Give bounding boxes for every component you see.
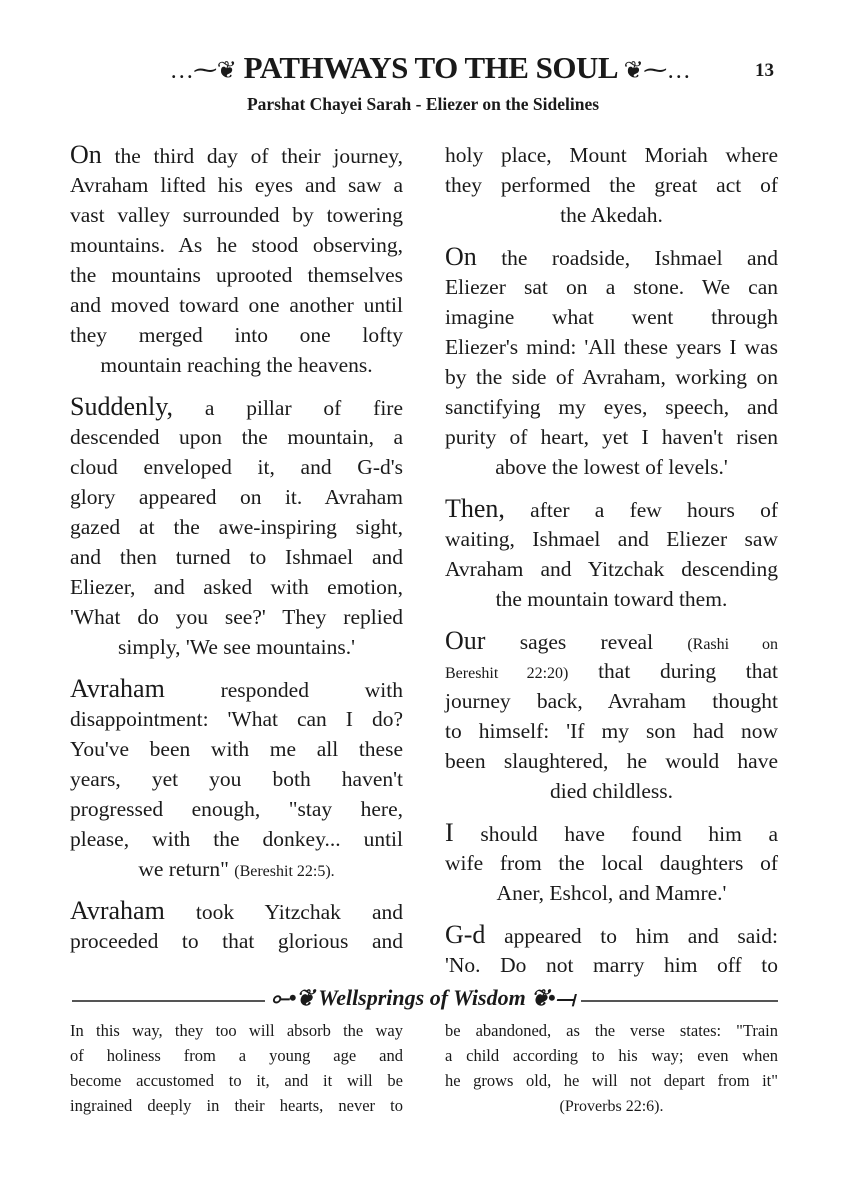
- line-content: [70, 737, 403, 761]
- line-content: [445, 425, 778, 449]
- running-title: [130, 50, 730, 86]
- line-content: [445, 626, 778, 655]
- line-content: [70, 293, 403, 317]
- paragraph: [445, 626, 778, 806]
- footer-left-column: [70, 1018, 403, 1118]
- citation: (Proverbs 22:6).: [559, 1098, 664, 1115]
- text-line: [70, 170, 403, 200]
- line-content: [445, 395, 778, 419]
- paragraph: [70, 140, 403, 380]
- text-line: [70, 572, 403, 602]
- paragraph: [70, 392, 403, 662]
- text-line: [445, 242, 778, 272]
- text-line: [445, 950, 778, 980]
- line-content: [445, 143, 778, 167]
- footer-line: [445, 1068, 778, 1093]
- line-content: [70, 575, 403, 599]
- lead-word: On: [70, 140, 102, 169]
- line-content: [70, 263, 403, 287]
- line-content: [70, 323, 403, 347]
- paragraph: [70, 674, 403, 884]
- line-text: after a few hours of: [530, 498, 778, 522]
- lead-word: Avraham: [70, 674, 165, 703]
- line-content: [445, 689, 778, 713]
- line-content: [496, 587, 728, 611]
- paragraph: [445, 242, 778, 482]
- text-line: [445, 302, 778, 332]
- line-text: the roadside, Ishmael and: [501, 246, 779, 270]
- line-text: they merged into one lofty: [70, 323, 403, 347]
- lead-word: On: [445, 242, 477, 271]
- line-content: [138, 857, 334, 881]
- text-line: [70, 320, 403, 350]
- text-line: [70, 140, 403, 170]
- line-content: [445, 557, 778, 581]
- line-content: [70, 173, 403, 197]
- line-content: [70, 605, 403, 629]
- footer-text: a child according to his way; even when: [445, 1046, 778, 1065]
- line-text: appeared to him and said:: [504, 924, 779, 948]
- line-text: waiting, Ishmael and Eliezer saw: [445, 527, 778, 551]
- text-line: [70, 422, 403, 452]
- text-line: [445, 272, 778, 302]
- line-content: [445, 659, 778, 683]
- text-line: [445, 422, 778, 452]
- line-content: [445, 494, 778, 523]
- footer-line: [445, 1043, 778, 1068]
- text-line: [445, 920, 778, 950]
- line-content: [445, 173, 778, 197]
- line-text: cloud enveloped it, and G-d's: [70, 455, 403, 479]
- line-text: they performed the great act of: [445, 173, 778, 197]
- page-number: 13: [755, 60, 774, 81]
- line-text: been slaughtered, he would have: [445, 749, 778, 773]
- paragraph: [445, 494, 778, 614]
- text-line: [70, 632, 403, 662]
- text-line: [70, 896, 403, 926]
- footer-line: [70, 1093, 403, 1118]
- text-line: [70, 392, 403, 422]
- lead-word: Our: [445, 626, 486, 655]
- footer-line: [70, 1068, 403, 1093]
- line-text: holy place, Mount Moriah where: [445, 143, 778, 167]
- line-content: [70, 767, 403, 791]
- footer-line: [445, 1018, 778, 1043]
- line-content: [70, 674, 403, 703]
- ornament-left-icon: ⟜•❦: [271, 985, 314, 1010]
- text-line: [445, 626, 778, 656]
- line-content: [70, 827, 403, 851]
- line-content: [70, 515, 403, 539]
- footer-section-header: [0, 985, 846, 1011]
- text-line: [445, 170, 778, 200]
- line-text: You've been with me all these: [70, 737, 403, 761]
- line-content: [70, 203, 403, 227]
- text-line: [445, 554, 778, 584]
- line-text: the Akedah.: [560, 203, 663, 227]
- line-text: mountain reaching the heavens.: [100, 353, 373, 377]
- line-content: [70, 392, 403, 421]
- text-line: [70, 704, 403, 734]
- text-line: [70, 452, 403, 482]
- text-line: [445, 878, 778, 908]
- text-line: [70, 926, 403, 956]
- line-content: [445, 818, 779, 847]
- book-title: PATHWAYS TO THE SOUL: [243, 50, 617, 85]
- text-line: [445, 362, 778, 392]
- line-text: Eliezer sat on a stone. We can: [445, 275, 778, 299]
- ornament-left-icon: …⁓❦: [169, 58, 237, 84]
- text-line: [445, 452, 778, 482]
- line-text: by the side of Avraham, working on: [445, 365, 778, 389]
- line-text: the mountain toward them.: [495, 587, 728, 611]
- footer-text: become accustomed to it, and it will be: [70, 1071, 403, 1090]
- text-line: [445, 494, 778, 524]
- text-line: [70, 674, 403, 704]
- right-column: [445, 140, 778, 992]
- line-content: [118, 635, 355, 659]
- text-line: [70, 854, 403, 884]
- text-line: [445, 140, 778, 170]
- line-text: 'No. Do not marry him off to: [445, 953, 778, 977]
- line-text: simply, 'We see mountains.': [118, 635, 355, 659]
- paragraph: [70, 896, 403, 956]
- text-line: [70, 542, 403, 572]
- text-line: [445, 746, 778, 776]
- left-column: [70, 140, 403, 968]
- line-content: [70, 929, 403, 953]
- line-content: [445, 527, 778, 551]
- line-text: we return": [138, 857, 229, 881]
- line-text: Aner, Eshcol, and Mamre.': [496, 881, 727, 905]
- line-text: please, with the donkey... until: [70, 827, 403, 851]
- footer-text: be abandoned, as the verse states: "Train: [445, 1021, 778, 1040]
- line-text: above the lowest of levels.': [495, 455, 728, 479]
- text-line: [70, 230, 403, 260]
- line-text: purity of heart, yet I haven't risen: [445, 425, 778, 449]
- lead-word: G-d: [445, 920, 486, 949]
- text-line: [70, 734, 403, 764]
- footer-text: of holiness from a young age and: [70, 1046, 403, 1065]
- line-text: years, yet you both haven't: [70, 767, 403, 791]
- footer-line: [445, 1093, 778, 1118]
- text-line: [445, 818, 778, 848]
- footer-section-title: Wellsprings of Wisdom: [318, 985, 526, 1010]
- text-line: [445, 392, 778, 422]
- line-content: [70, 140, 404, 169]
- line-content: [445, 953, 778, 977]
- text-line: [70, 260, 403, 290]
- line-content: [445, 851, 778, 875]
- line-content: [550, 779, 673, 803]
- text-line: [70, 290, 403, 320]
- line-text: Avraham and Yitzchak descending: [445, 557, 778, 581]
- text-line: [70, 512, 403, 542]
- line-text: Eliezer's mind: 'All these years I was: [445, 335, 778, 359]
- ornament-right-icon: ❦•⟞: [531, 985, 575, 1010]
- text-line: [70, 794, 403, 824]
- citation: (Rashi on: [687, 636, 778, 653]
- line-content: [445, 719, 778, 743]
- line-text: Eliezer, and asked with emotion,: [70, 575, 403, 599]
- text-line: [445, 524, 778, 554]
- lead-word: I: [445, 818, 454, 847]
- line-text: descended upon the mountain, a: [70, 425, 403, 449]
- line-text: responded with: [220, 678, 403, 702]
- line-text: and moved toward one another until: [70, 293, 403, 317]
- paragraph: [445, 818, 778, 908]
- text-line: [70, 602, 403, 632]
- line-content: [70, 797, 403, 821]
- footer-line: [70, 1043, 403, 1068]
- line-text: died childless.: [549, 779, 673, 803]
- line-text: 'What do you see?' They replied: [70, 605, 403, 629]
- line-content: [497, 881, 727, 905]
- paragraph: [445, 140, 778, 230]
- text-line: [445, 848, 778, 878]
- text-line: [70, 200, 403, 230]
- line-text: to himself: 'If my son had now: [445, 719, 778, 743]
- chapter-subtitle: Parshat Chayei Sarah - Eliezer on the Sidelines: [246, 94, 600, 114]
- line-content: [445, 275, 778, 299]
- line-content: [100, 353, 372, 377]
- text-line: [445, 776, 778, 806]
- line-text: a pillar of fire: [204, 396, 403, 420]
- line-text: sages reveal: [519, 630, 654, 654]
- line-text: mountains. As he stood observing,: [70, 233, 403, 257]
- text-line: [70, 824, 403, 854]
- line-content: [70, 425, 403, 449]
- line-content: [445, 365, 778, 389]
- citation: (Bereshit 22:5).: [234, 863, 335, 880]
- line-content: [445, 920, 779, 949]
- line-text: disappointment: 'What can I do?: [70, 707, 403, 731]
- lead-word: Avraham: [70, 896, 165, 925]
- footer-text: ingrained deeply in their hearts, never to: [70, 1096, 403, 1115]
- line-content: [445, 749, 778, 773]
- line-text: that during that: [598, 659, 779, 683]
- line-content: [445, 305, 778, 329]
- footer-text: In this way, they too will absorb the way: [70, 1021, 403, 1040]
- footer-line: [70, 1018, 403, 1043]
- line-text: vast valley surrounded by towering: [70, 203, 403, 227]
- line-text: Avraham lifted his eyes and saw a: [70, 173, 403, 197]
- line-content: [70, 233, 403, 257]
- line-text: journey back, Avraham thought: [445, 689, 778, 713]
- text-line: [445, 332, 778, 362]
- line-text: wife from the local daughters of: [445, 851, 778, 875]
- lead-word: Then,: [445, 494, 505, 523]
- paragraph: [445, 920, 778, 980]
- line-content: [445, 242, 779, 271]
- text-line: [445, 200, 778, 230]
- text-line: [70, 350, 403, 380]
- line-text: and then turned to Ishmael and: [70, 545, 403, 569]
- line-content: [70, 896, 404, 925]
- text-line: [445, 584, 778, 614]
- line-content: [70, 707, 403, 731]
- line-text: the third day of their journey,: [114, 144, 404, 168]
- lead-word: Suddenly,: [70, 392, 174, 421]
- line-text: gazed at the awe-inspiring sight,: [70, 515, 403, 539]
- text-line: [445, 716, 778, 746]
- line-text: glory appeared on it. Avraham: [70, 485, 403, 509]
- text-line: [70, 482, 403, 512]
- line-content: [445, 335, 778, 359]
- line-content: [70, 545, 403, 569]
- footer-text: he grows old, he will not depart from it": [445, 1071, 778, 1090]
- line-text: progressed enough, "stay here,: [70, 797, 403, 821]
- line-content: [495, 455, 728, 479]
- text-line: [445, 686, 778, 716]
- line-text: the mountains uprooted themselves: [70, 263, 403, 287]
- text-line: [445, 656, 778, 686]
- line-content: [70, 455, 403, 479]
- ornament-right-icon: ❦⁓…: [623, 58, 691, 84]
- line-text: proceeded to that glorious and: [70, 929, 403, 953]
- line-text: took Yitzchak and: [195, 900, 404, 924]
- line-text: sanctifying my eyes, speech, and: [445, 395, 778, 419]
- line-content: [560, 203, 663, 227]
- line-content: [70, 485, 403, 509]
- citation: Bereshit 22:20): [445, 665, 569, 682]
- text-line: [70, 764, 403, 794]
- footer-right-column: [445, 1018, 778, 1118]
- line-text: should have found him a: [480, 822, 779, 846]
- line-text: imagine what went through: [445, 305, 778, 329]
